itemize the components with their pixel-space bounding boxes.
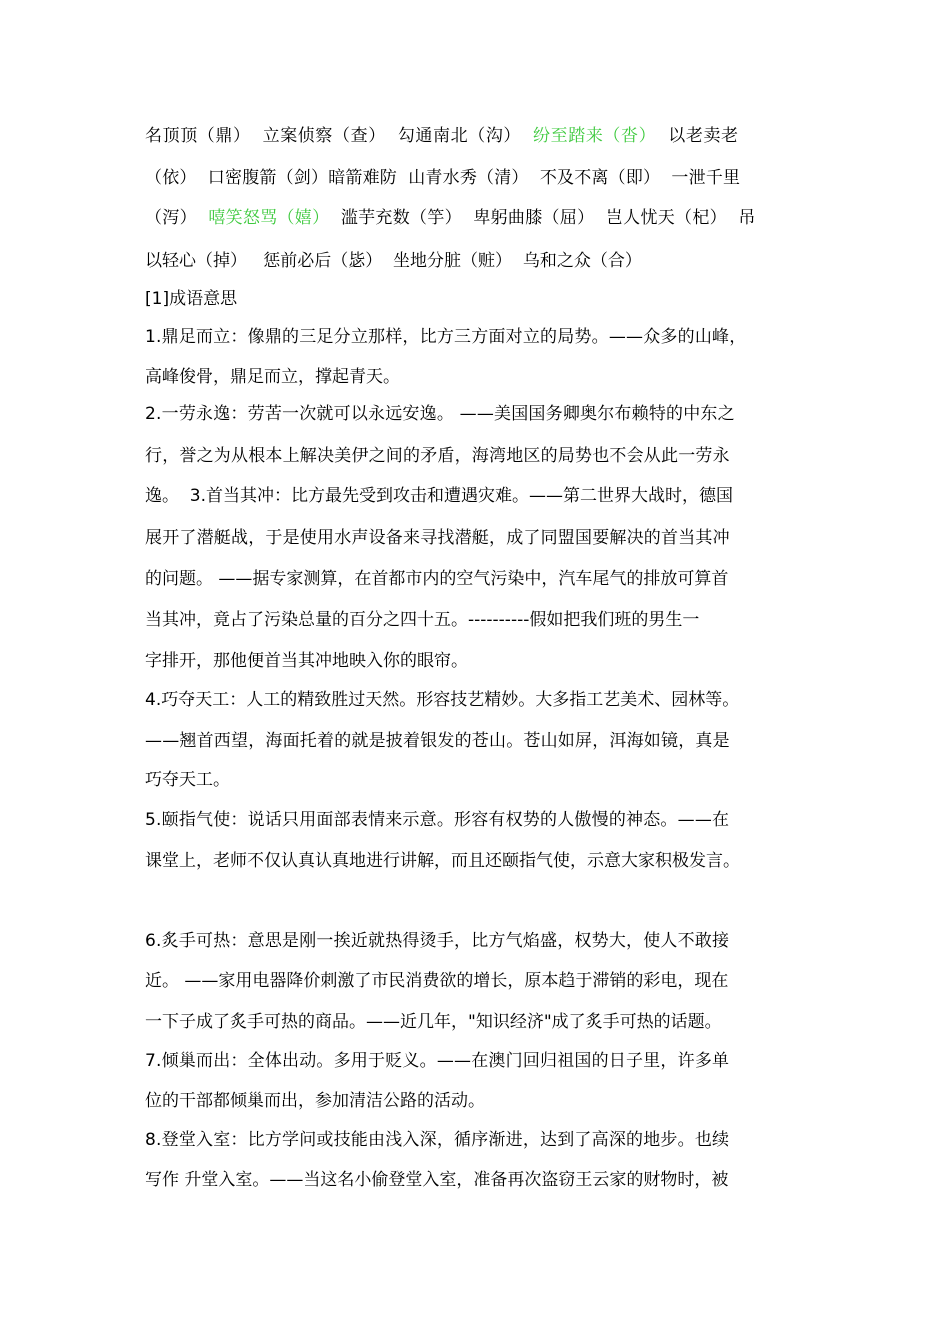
text-segment: 8.登堂入室：比方学问或技能由浅入深，循序渐进，达到了高深的地步。也续 — [145, 1130, 730, 1150]
text-segment: 行，誉之为从根本上解决美伊之间的矛盾，海湾地区的局势也不会从此一劳永 — [145, 446, 730, 466]
text-line — [145, 609, 699, 631]
text-segment: 逸。 3.首当其冲：比方最先受到攻击和遭遇灾难。——第二世界大战时，德国 — [145, 486, 734, 506]
text-line — [145, 730, 730, 752]
text-segment: 7.倾巢而出：全体出动。多用于贬义。——在澳门回归祖国的日子里，许多单 — [145, 1051, 730, 1071]
highlighted-idiom: 嘻笑怒骂（嬉） — [208, 208, 330, 228]
text-line — [145, 769, 230, 791]
text-segment: 巧夺天工。 — [145, 770, 230, 790]
text-segment: 滥芋充数（竽） 卑躬曲膝（屈） 岂人忧天（杞） 吊 — [329, 208, 756, 228]
text-line — [145, 850, 740, 872]
text-segment: 高峰俊骨，鼎足而立，撑起青天。 — [145, 367, 400, 387]
text-segment: 以老卖老 — [656, 126, 739, 146]
text-segment: 当其冲，竟占了污染总量的百分之四十五。----------假如把我们班的男生一 — [145, 610, 700, 630]
text-segment: 5.颐指气使：说话只用面部表情来示意。形容有权势的人傲慢的神态。——在 — [145, 810, 730, 830]
text-line — [145, 167, 740, 189]
text-segment: 1.鼎足而立：像鼎的三足分立那样，比方三方面对立的局势。——众多的山峰， — [145, 327, 747, 347]
text-segment: [1]成语意思 — [145, 289, 238, 309]
text-line — [145, 445, 730, 467]
text-segment: 4.巧夺天工：人工的精致胜过天然。形容技艺精妙。大多指工艺美术、园林等。 — [145, 690, 740, 710]
text-segment: 位的干部都倾巢而出，参加清洁公路的活动。 — [145, 1091, 485, 1111]
text-line — [145, 1050, 729, 1072]
text-line — [145, 207, 756, 229]
text-line — [145, 403, 735, 425]
text-segment: 展开了潜艇战，于是使用水声设备来寻找潜艇，成了同盟国要解决的首当其冲 — [145, 528, 730, 548]
text-line — [145, 366, 400, 388]
text-segment: 2.一劳永逸：劳苦一次就可以永远安逸。 ——美国国务卿奥尔布赖特的中东之 — [145, 404, 735, 424]
text-segment: 写作 升堂入室。——当这名小偷登堂入室，准备再次盗窃王云家的财物时，被 — [145, 1170, 729, 1190]
text-segment: 的问题。 ——据专家测算，在首都市内的空气污染中，汽车尾气的排放可算首 — [145, 569, 729, 589]
text-segment: ——翘首西望，海面托着的就是披着银发的苍山。苍山如屏，洱海如镜，真是 — [145, 731, 730, 751]
text-line — [145, 1169, 728, 1191]
text-line — [145, 326, 746, 348]
text-line — [145, 1011, 722, 1033]
text-segment: 近。 ——家用电器降价刺激了市民消费欲的增长，原本趋于滞销的彩电，现在 — [145, 971, 729, 991]
text-segment: 名顶顶（鼎） 立案侦察（查） 勾通南北（沟） — [145, 126, 534, 146]
text-line — [145, 125, 739, 147]
text-line — [145, 689, 739, 711]
text-segment: 字排开，那他便首当其冲地映入你的眼帘。 — [145, 651, 468, 671]
text-line — [145, 809, 729, 831]
text-line — [145, 650, 468, 672]
text-line — [145, 250, 642, 272]
text-segment: （依） 口密腹箭（剑）暗箭难防 山青水秀（清） 不及不离（即） 一泄千里 — [145, 168, 741, 188]
text-segment: （泻） — [145, 208, 209, 228]
text-line — [145, 1129, 729, 1151]
highlighted-idiom: 纷至踏来（沓） — [533, 126, 657, 146]
text-line — [145, 485, 733, 507]
text-line — [145, 527, 730, 549]
text-segment: 课堂上，老师不仅认真认真地进行讲解，而且还颐指气使，示意大家积极发言。 — [145, 851, 740, 871]
text-line — [145, 568, 728, 590]
text-line — [145, 1090, 485, 1112]
text-line — [145, 288, 237, 310]
text-line — [145, 930, 729, 952]
text-segment: 以轻心（掉） 惩前必后（毖） 坐地分脏（赃） 乌和之众（合） — [145, 251, 642, 271]
text-line — [145, 970, 728, 992]
text-segment: 一下子成了炙手可热的商品。——近几年，"知识经济"成了炙手可热的话题。 — [145, 1012, 722, 1032]
text-segment: 6.炙手可热：意思是刚一挨近就热得烫手，比方气焰盛，权势大，使人不敢接 — [145, 931, 730, 951]
